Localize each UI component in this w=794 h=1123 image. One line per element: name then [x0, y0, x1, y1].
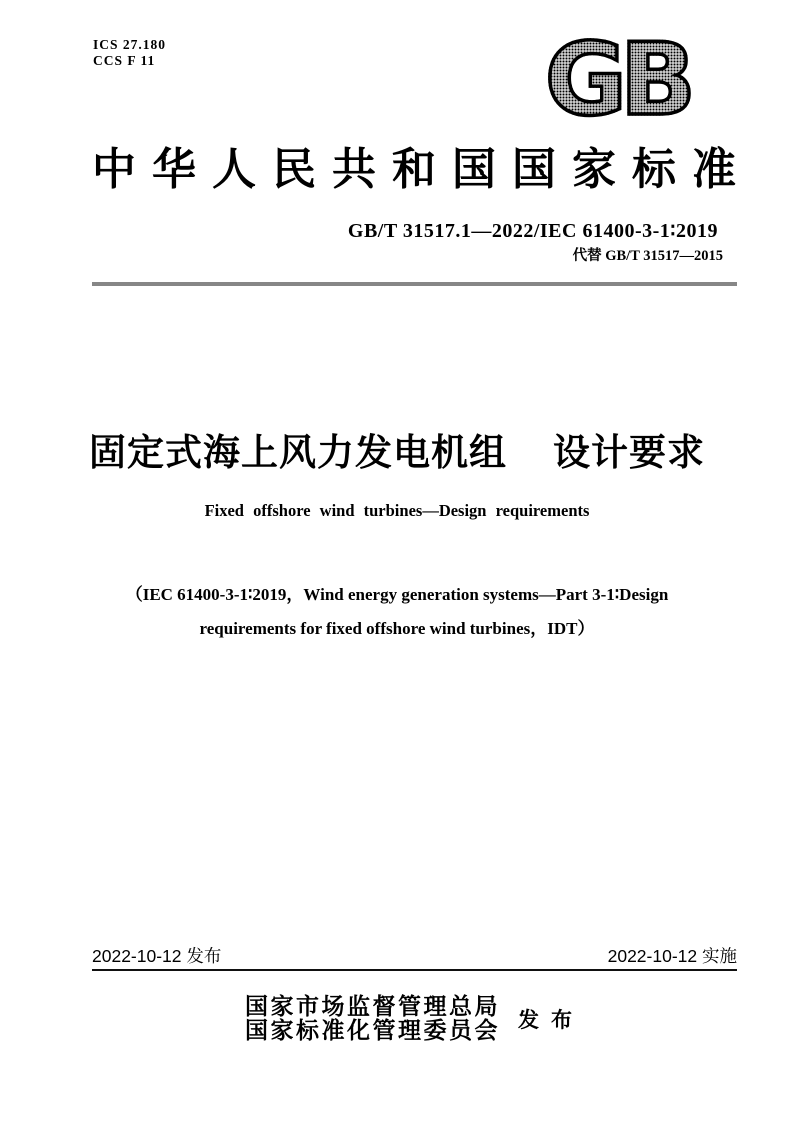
date-row: [92, 946, 737, 966]
issue-date: 2022-10-12 发布: [92, 946, 222, 966]
replaces-note: 代替 GB/T 31517—2015: [572, 248, 723, 264]
ics-code: ICS 27.180: [93, 37, 167, 52]
gb-logo: GB: [541, 36, 693, 124]
header-divider: [92, 282, 737, 286]
national-standard-heading: 中华人民共和国国家标准: [92, 145, 752, 194]
footer-divider: [92, 969, 737, 971]
iec-equivalence-note: [0, 578, 794, 646]
publisher-names: [245, 995, 500, 1043]
publish-label: 发布: [518, 1008, 584, 1032]
ccs-code: CCS F 11: [93, 52, 156, 68]
publisher-row: [92, 995, 737, 1043]
main-title-english: Fixed offshore wind turbines—Design requirements: [204, 501, 590, 520]
standard-number: GB/T 31517.1—2022/IEC 61400-3-1∶2019: [347, 220, 718, 242]
main-title-part2: 设计要求: [553, 432, 705, 473]
publisher-line1: 国家市场监督管理总局: [245, 994, 500, 1019]
publisher-line2: 国家标准化管理委员会: [245, 1018, 500, 1043]
main-title-chinese: [0, 431, 794, 475]
main-title-part1: 固定式海上风力发电机组: [89, 432, 507, 473]
iec-note-line1: （IEC 61400-3-1∶2019，Wind energy generation systems—Part 3-1∶Design: [125, 585, 669, 604]
iec-note-line2: requirements for fixed offshore wind turbines，IDT）: [199, 619, 595, 638]
implementation-date: 2022-10-12 实施: [607, 946, 737, 966]
classification-codes: [93, 37, 166, 68]
